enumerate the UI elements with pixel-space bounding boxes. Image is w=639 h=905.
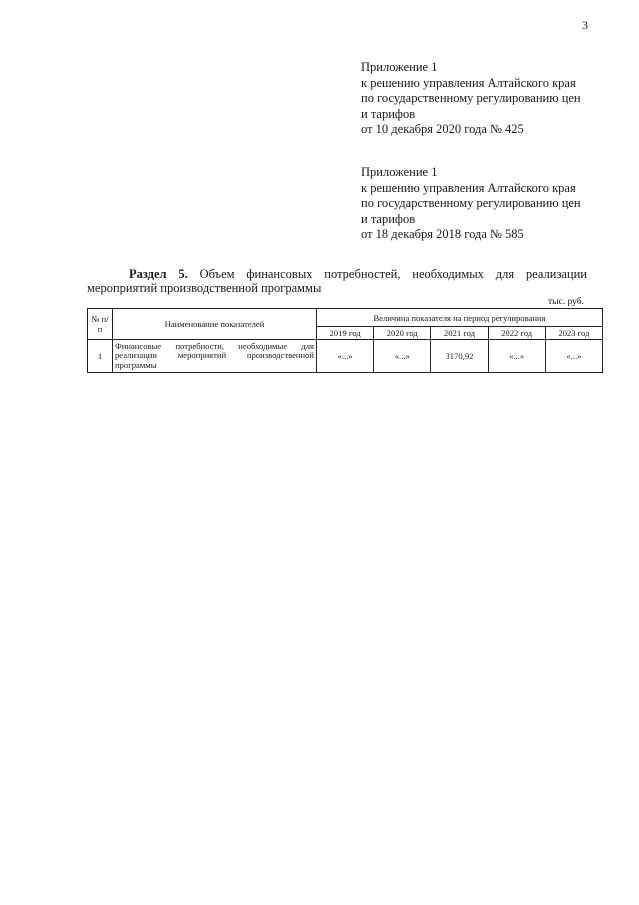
- financial-needs-table: [87, 308, 603, 373]
- row-value: «...»: [317, 340, 374, 373]
- unit-label: тыс. руб.: [548, 297, 584, 307]
- appendix-line: по государственному регулированию цен: [361, 91, 581, 106]
- appendix-line: по государственному регулированию цен: [361, 196, 581, 211]
- appendix-line: и тарифов: [361, 106, 416, 121]
- section-label: Раздел 5.: [129, 267, 188, 281]
- table-row: [88, 340, 603, 373]
- header-year: 2022 год: [488, 327, 545, 340]
- header-num: № п/п: [88, 309, 113, 340]
- header-year: 2019 год: [317, 327, 374, 340]
- appendix-block-current: [361, 60, 621, 138]
- appendix-line: Приложение 1: [361, 165, 438, 179]
- row-num: 1: [88, 340, 113, 373]
- appendix-line: от 18 декабря 2018 года № 585: [361, 227, 524, 242]
- row-value: «...»: [488, 340, 545, 373]
- header-name: Наименование показателей: [113, 309, 317, 340]
- section-title-line-1: [87, 267, 587, 281]
- section-title: [87, 267, 587, 295]
- row-name: Финансовые потребности, необходимые для реализации мероприятий производственной программы: [113, 340, 317, 373]
- row-value: «...»: [374, 340, 431, 373]
- appendix-line: Приложение 1: [361, 60, 438, 74]
- header-year: 2021 год: [431, 327, 488, 340]
- header-year: 2023 год: [545, 327, 602, 340]
- appendix-line: и тарифов: [361, 211, 416, 226]
- appendix-line: к решению управления Алтайского края: [361, 75, 576, 90]
- row-value: «...»: [545, 340, 602, 373]
- page-number: 3: [582, 18, 588, 32]
- section-title-line-2: мероприятий производственной программы: [87, 281, 322, 295]
- header-year: 2020 год: [374, 327, 431, 340]
- appendix-line: от 10 декабря 2020 года № 425: [361, 122, 524, 137]
- section-title-text: Объем финансовых потребностей, необходимых для реализации: [199, 267, 587, 281]
- appendix-line: к решению управления Алтайского края: [361, 180, 576, 195]
- appendix-block-previous: [361, 165, 621, 243]
- row-value: 3170,92: [431, 340, 488, 373]
- table-header-row: [88, 309, 603, 327]
- header-period-group: Величина показателя на период регулирования: [317, 309, 603, 327]
